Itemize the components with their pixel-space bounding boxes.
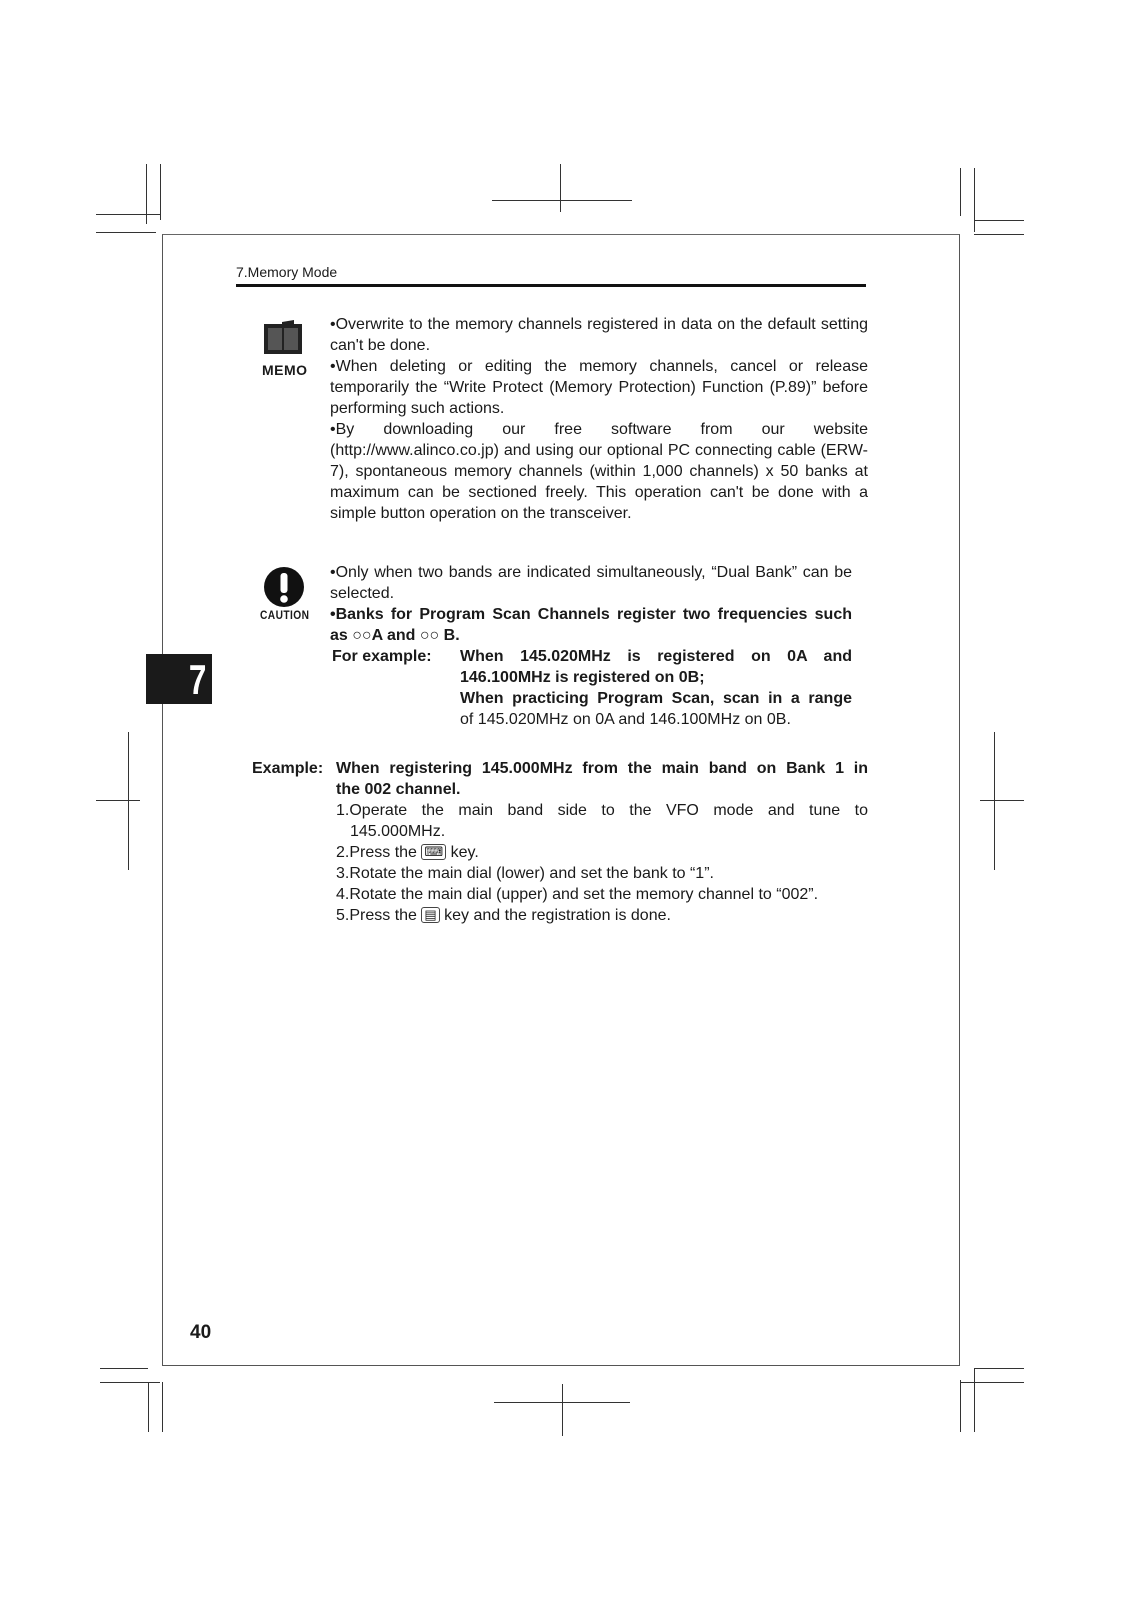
mw-key-icon: ▤ [421, 907, 439, 923]
crop-mark [974, 168, 975, 232]
crop-mark [960, 168, 961, 216]
header-rule [236, 284, 866, 287]
page-number: 40 [190, 1322, 212, 1343]
chapter-tab [146, 654, 212, 704]
example-step: 2.Press the ⌨ key. [336, 844, 479, 861]
caution-label: CAUTION [260, 608, 310, 622]
crop-mark [960, 1380, 961, 1432]
crop-mark [560, 164, 561, 212]
example-title: When registering 145.000MHz from the main band on Bank 1 in the 002 channel. [336, 760, 868, 798]
func-key-icon: ⌨ [421, 844, 446, 860]
exclamation-icon [263, 566, 305, 613]
crop-mark [146, 164, 147, 224]
crop-mark [974, 1368, 975, 1432]
memo-bullet: •When deleting or editing the memory channels, cancel or release temporarily the “Write Protect (Memory Protection) Function (P.89)” before performing such actions. [330, 358, 868, 417]
crop-mark [492, 200, 632, 201]
memo-label: MEMO [262, 362, 308, 378]
for-example-label: For example: [332, 648, 432, 665]
chapter-number: 7 [188, 656, 206, 703]
for-example-text: When 145.020MHz is registered on 0A and 146.100MHz is registered on 0B; When practicing Program Scan, scan in a range of 145.020MHz on 0A and 146.100MHz on 0B. [460, 648, 852, 728]
crop-mark [974, 220, 1024, 221]
crop-mark [162, 1382, 163, 1432]
crop-mark [100, 1382, 160, 1383]
crop-mark [974, 234, 1024, 235]
example-step: 3.Rotate the main dial (lower) and set the bank to “1”. [336, 865, 714, 882]
crop-mark [160, 164, 161, 220]
example-step: 5.Press the ▤ key and the registration is done. [336, 907, 671, 924]
memo-notes [330, 314, 868, 524]
crop-mark [994, 732, 995, 870]
crop-mark [96, 214, 160, 215]
example-step: 4.Rotate the main dial (upper) and set the memory channel to “002”. [336, 886, 819, 903]
crop-mark [960, 1382, 1024, 1383]
section-header [236, 264, 866, 287]
crop-mark [100, 1368, 148, 1369]
example-label: Example: [252, 760, 324, 777]
crop-mark [128, 732, 129, 870]
caution-bullet: •Only when two bands are indicated simultaneously, “Dual Bank” can be selected. [330, 564, 852, 602]
memo-bullet: •Overwrite to the memory channels registered in data on the default setting can't be done. [330, 316, 868, 354]
crop-mark [96, 800, 140, 801]
crop-mark [974, 1368, 1024, 1369]
memo-bullet: •By downloading our free software from our website (http://www.alinco.co.jp) and using our optional PC connecting cable (ERW-7), spontaneous memory channels (within 1,000 channels) x 50 banks at maximum can be sectioned freely. This operation can't be done with a simple button operation on the transceiver. [330, 421, 868, 522]
crop-mark [148, 1382, 149, 1432]
crop-mark [96, 232, 156, 233]
book-icon [262, 320, 304, 361]
crop-mark [562, 1384, 563, 1436]
crop-mark [980, 800, 1024, 801]
section-title: 7.Memory Mode [236, 264, 338, 280]
caution-bullet: •Banks for Program Scan Channels register two frequencies such as ○○A and ○○ B. [330, 606, 852, 644]
example-step: 1.Operate the main band side to the VFO mode and tune to 145.000MHz. [336, 802, 868, 840]
